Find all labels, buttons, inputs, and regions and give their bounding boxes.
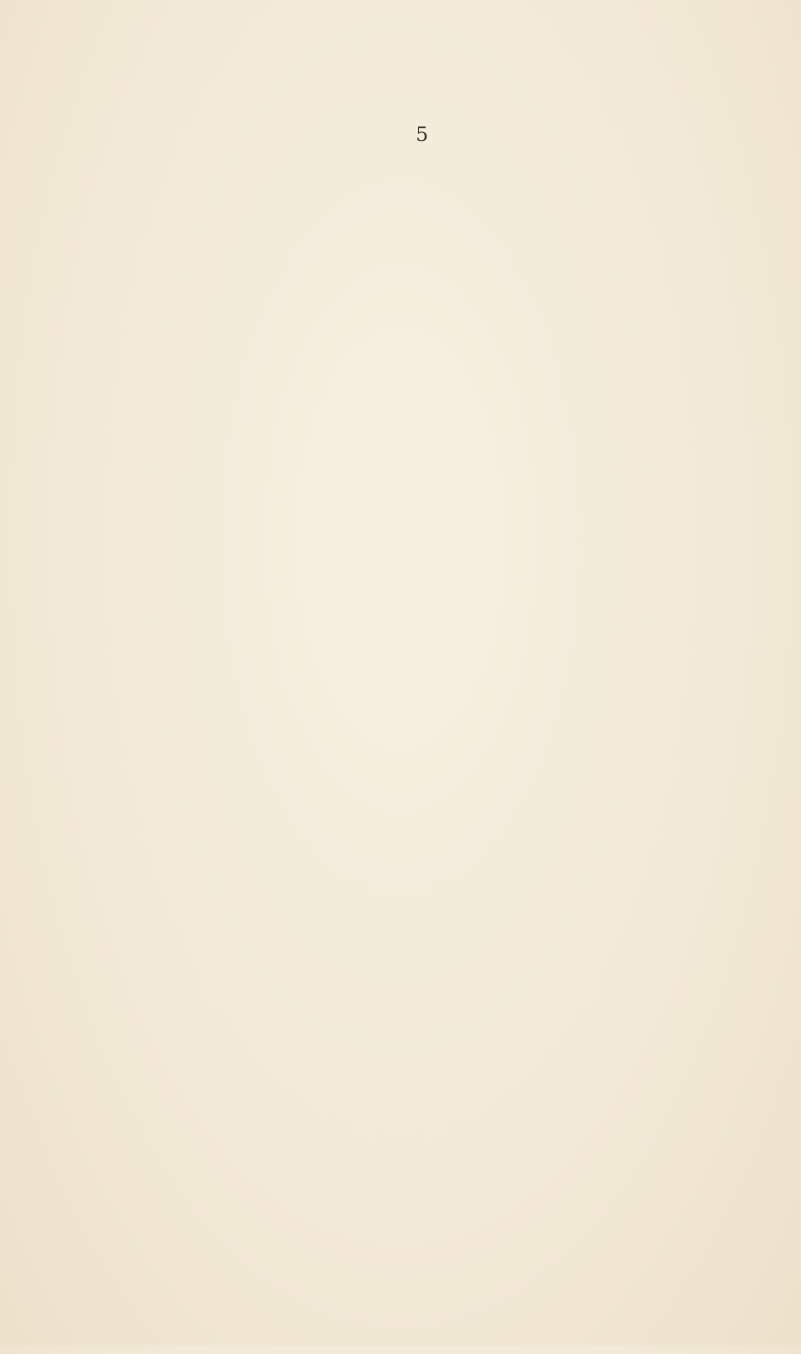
text-line: [57, 370, 741, 411]
text-line: [57, 616, 741, 657]
text-line: [57, 493, 741, 534]
page-number: 5: [415, 122, 429, 146]
text-line: [57, 862, 741, 903]
text-line: [57, 288, 741, 329]
text-line: [57, 657, 741, 698]
text-line: [57, 247, 741, 288]
text-line: [57, 821, 741, 862]
text-line: [57, 411, 741, 452]
text-line: [57, 1190, 741, 1231]
text-line: [57, 1231, 741, 1272]
text-line: [57, 1272, 741, 1313]
text-line: [57, 1313, 741, 1354]
text-line: [57, 1067, 741, 1108]
text-line: [57, 780, 741, 821]
text-line: [57, 206, 741, 247]
text-line: [57, 1149, 741, 1190]
text-line: [57, 534, 741, 575]
text-line: [57, 985, 741, 1026]
text-line: [57, 698, 741, 739]
text-line: [57, 575, 741, 616]
text-line: [57, 165, 741, 206]
text-line: [57, 1108, 741, 1149]
text-line: [57, 739, 741, 780]
text-line: [57, 944, 741, 985]
text-line: [57, 452, 741, 493]
text-line: [57, 1026, 741, 1067]
body-text: [57, 165, 741, 1354]
text-line: [57, 903, 741, 944]
text-line: [57, 329, 741, 370]
